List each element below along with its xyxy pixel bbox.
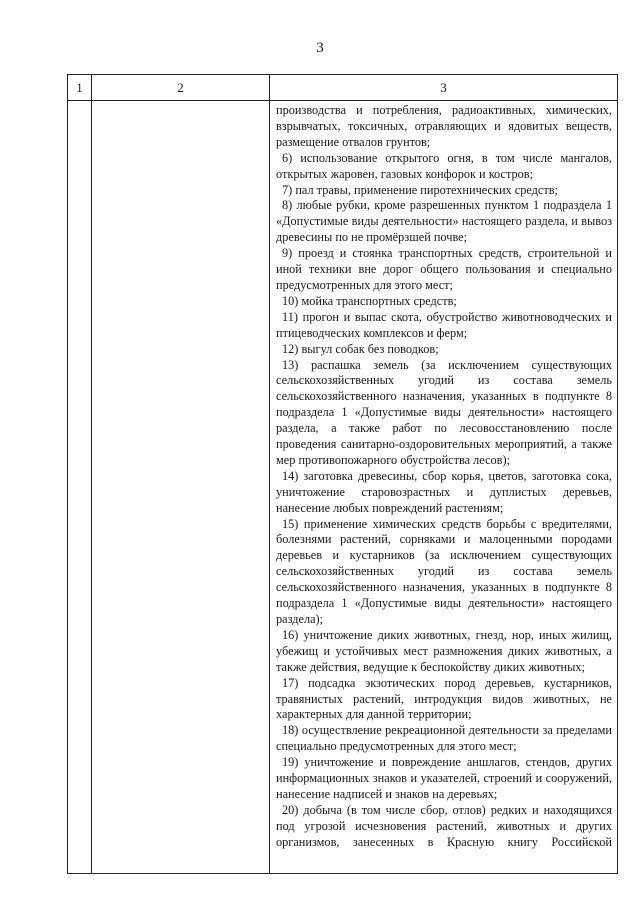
list-item-16: 16) уничтожение диких животных, гнезд, нор, иных жилищ, убежищ и устойчивых мест размножения диких животных, а также действия, ведущие к беспокойству диких животных; [276,627,612,674]
list-item-19: 19) уничтожение и повреждение аншлагов, стендов, других информационных знаков и указателей, строений и сооружений, нанесение надписей и знаков на деревьях; [276,755,612,801]
list-item-13: 13) распашка земель (за исключением существующих сельскохозяйственных угодий из состава земель сельскохозяйственного назначения, указанных в подпункте 8 подраздела 1 «Допустимые виды деятельности» настоящего раздела, а также работ по лесовосстановлению после проведения санитарно-оздоровительных мероприятий, а также мер противопожарного обустройства лесов); [276,357,612,467]
cell-col-2 [92,101,270,874]
list-item-9: 9) проезд и стоянка транспортных средств, строительной и иной техники вне дорог общего пользования и специально предусмотренных для этого мест; [276,246,612,292]
list-item-6: 6) использование открытого огня, в том числе мангалов, открытых жаровен, газовых конфорок и костров; [276,150,612,181]
page-number: 3 [316,40,324,56]
list-item-14: 14) заготовка древесины, сбор корья, цветов, заготовка сока, уничтожение старовозрастных и дуплистых деревьев, нанесение любых повреждений растениям; [276,468,612,515]
header-col-1: 1 [68,75,92,101]
list-item-12: 12) выгул собак без поводков; [282,341,439,356]
header-col-2: 2 [92,75,270,101]
cell-col-3 [270,101,618,874]
header-col-3: 3 [270,75,618,101]
list-item-20: 20) добыча (в том числе сбор, отлов) редких и находящихся под угрозой исчезновения растений, животных и других организмов, занесенных в Красную книгу Российской [276,802,612,849]
paragraph-continuation: производства и потребления, радиоактивных, химических, взрывчатых, токсичных, отравляющих и ядовитых веществ, размещение отвалов грунтов; [276,103,612,149]
document-table [67,74,618,874]
list-item-8: 8) любые рубки, кроме разрешенных пунктом 1 подраздела 1 «Допустимые виды деятельности» настоящего раздела, и вывоз древесины по не промёрзшей почве; [276,198,612,245]
list-item-7: 7) пал травы, применение пиротехнических средств; [282,182,558,197]
table-row [68,101,618,874]
list-item-17: 17) подсадка экзотических пород деревьев, кустарников, травянистых растений, интродукция видов животных, не характерных для данной территории; [276,675,612,722]
list-item-11: 11) прогон и выпас скота, обустройство животноводческих и птицеводческих комплексов и ферм; [276,309,612,340]
cell-col-1 [68,101,92,874]
list-item-10: 10) мойка транспортных средств; [282,293,457,308]
table-header-row [68,75,618,101]
list-item-15: 15) применение химических средств борьбы с вредителями, болезнями растений, сорняками и малоценными породами деревьев и кустарников (за исключением существующих сельскохозяйственных угодий из состава земель сельскохозяйственного назначения, указанных в подпункте 8 подраздела 1 «Допустимые виды деятельности» настоящего раздела); [276,516,612,626]
list-item-18: 18) осуществление рекреационной деятельности за пределами специально предусмотренных для этого мест; [276,723,612,754]
